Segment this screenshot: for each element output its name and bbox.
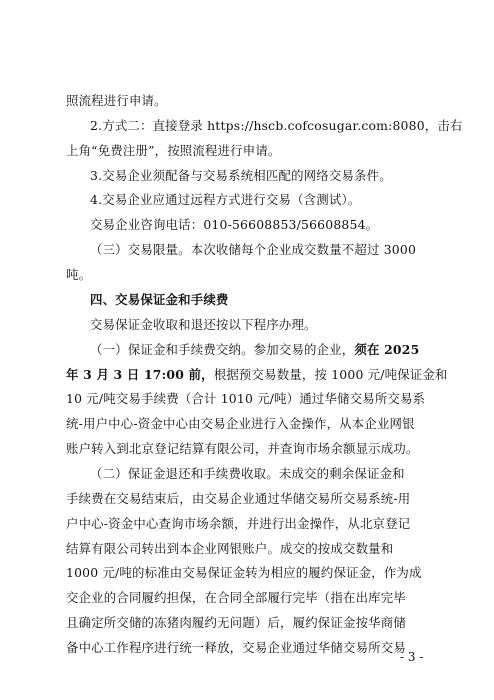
text-line: 4.交易企业应通过远程方式进行交易（含测试）。	[90, 192, 361, 207]
text-line: 备中心工作程序进行统一释放，交易企业通过华储交易所交易	[66, 640, 406, 655]
text-line: 结算有限公司转出到本企业网银账户。成交的按成交数量和	[66, 541, 394, 556]
text-line	[66, 367, 448, 383]
text-line: 3.交易企业须配备与交易系统相匹配的网络交易条件。	[90, 168, 392, 183]
text-line: 账户转入到北京登记结算有限公司，并查询市场余额显示成功。	[66, 441, 419, 456]
text-line: 交易保证金收取和退还按以下程序办理。	[90, 317, 317, 332]
text-line: 照流程进行申请。	[66, 93, 167, 108]
text-span: 根据预交易数量，按 1000 元/吨保证金和	[213, 367, 448, 382]
text-line: 手续费在交易结束后，由交易企业通过华储交易所交易系统-用	[66, 491, 411, 506]
section-heading: 四、交易保证金和手续费	[90, 292, 229, 307]
text-line: 吨。	[66, 267, 92, 282]
text-line: （二）保证金退还和手续费收取。未成交的剩余保证金和	[90, 466, 405, 481]
text-line: 交企业的合同履约担保，在合同全部履行完毕（指在出库完毕	[66, 590, 406, 605]
text-line: 统-用户中心-资金中心由交易企业进行入金操作，从本企业网银	[66, 416, 415, 431]
text-line: 户中心-资金中心查询市场余额，并进行出金操作，从北京登记	[66, 516, 411, 531]
text-line: 交易企业咨询电话：010-56608853/56608854。	[90, 217, 379, 232]
text-line: 2.方式二：直接登录 https://hscb.cofcosugar.com:8080，击右	[90, 118, 463, 133]
text-span: （一）保证金和手续费交纳。参加交易的企业，	[90, 342, 355, 357]
text-line: 1000 元/吨的标准由交易保证金转为相应的履约保证金，作为成	[66, 565, 422, 580]
text-line: 10 元/吨交易手续费（合计 1010 元/吨）通过华储交易所交易系	[66, 391, 426, 406]
page-number: - 3 -	[400, 650, 424, 664]
text-line	[90, 342, 419, 358]
text-line: 且确定所交储的冻猪肉履约无问题）后，履约保证金按华商储	[66, 615, 406, 630]
deadline-bold-text: 须在 2025	[354, 342, 420, 357]
text-line: 上角“免费注册”，按照流程进行申请。	[66, 143, 281, 158]
text-line: （三）交易限量。本次收储每个企业成交数量不超过 3000	[90, 242, 417, 257]
deadline-bold-text: 年 3 月 3 日 17:00 前，	[66, 367, 214, 382]
